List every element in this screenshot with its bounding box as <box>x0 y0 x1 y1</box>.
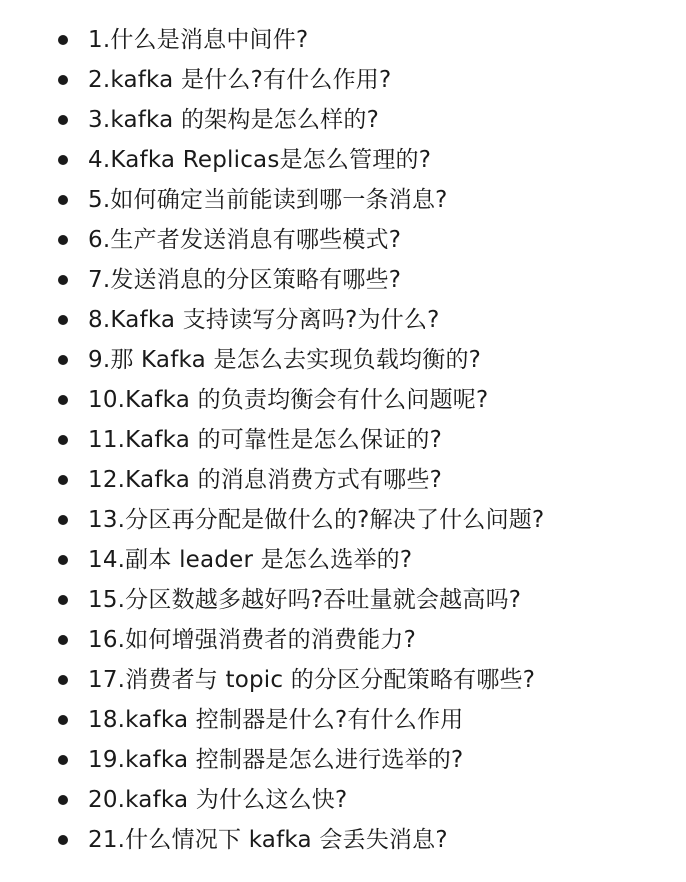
list-item <box>0 20 686 60</box>
list-item <box>0 220 686 260</box>
bullet-icon <box>58 755 68 765</box>
list-item <box>0 660 686 700</box>
list-item <box>0 780 686 820</box>
bullet-icon <box>58 355 68 365</box>
list-item <box>0 340 686 380</box>
question-text: 13.分区再分配是做什么的?解决了什么问题? <box>88 507 545 533</box>
question-list <box>0 20 686 860</box>
list-item <box>0 380 686 420</box>
question-text: 14.副本 leader 是怎么选举的? <box>88 547 413 573</box>
bullet-icon <box>58 315 68 325</box>
bullet-icon <box>58 275 68 285</box>
bullet-icon <box>58 555 68 565</box>
question-text: 10.Kafka 的负责均衡会有什么问题呢? <box>88 387 489 413</box>
list-item <box>0 180 686 220</box>
list-item <box>0 500 686 540</box>
bullet-icon <box>58 715 68 725</box>
question-text: 1.什么是消息中间件? <box>88 27 309 53</box>
list-item <box>0 60 686 100</box>
list-item <box>0 420 686 460</box>
question-text: 12.Kafka 的消息消费方式有哪些? <box>88 467 442 493</box>
bullet-icon <box>58 435 68 445</box>
list-item <box>0 260 686 300</box>
question-text: 8.Kafka 支持读写分离吗?为什么? <box>88 307 440 333</box>
bullet-icon <box>58 75 68 85</box>
bullet-icon <box>58 795 68 805</box>
question-text: 17.消费者与 topic 的分区分配策略有哪些? <box>88 667 536 693</box>
question-text: 19.kafka 控制器是怎么进行选举的? <box>88 747 464 773</box>
question-text: 2.kafka 是什么?有什么作用? <box>88 67 392 93</box>
list-item <box>0 580 686 620</box>
question-text: 3.kafka 的架构是怎么样的? <box>88 107 379 133</box>
list-item <box>0 700 686 740</box>
bullet-icon <box>58 35 68 45</box>
list-item <box>0 300 686 340</box>
question-text: 4.Kafka Replicas是怎么管理的? <box>88 147 432 173</box>
bullet-icon <box>58 635 68 645</box>
question-text: 7.发送消息的分区策略有哪些? <box>88 267 402 293</box>
bullet-icon <box>58 235 68 245</box>
question-text: 9.那 Kafka 是怎么去实现负载均衡的? <box>88 347 482 373</box>
question-text: 6.生产者发送消息有哪些模式? <box>88 227 402 253</box>
question-text: 21.什么情况下 kafka 会丢失消息? <box>88 827 448 853</box>
list-item <box>0 620 686 660</box>
list-item <box>0 820 686 860</box>
question-text: 20.kafka 为什么这么快? <box>88 787 348 813</box>
bullet-icon <box>58 835 68 845</box>
question-text: 15.分区数越多越好吗?吞吐量就会越高吗? <box>88 587 522 613</box>
bullet-icon <box>58 195 68 205</box>
bullet-icon <box>58 475 68 485</box>
list-item <box>0 140 686 180</box>
list-item <box>0 460 686 500</box>
bullet-icon <box>58 155 68 165</box>
bullet-icon <box>58 395 68 405</box>
question-text: 18.kafka 控制器是什么?有什么作用 <box>88 707 464 733</box>
list-item <box>0 740 686 780</box>
list-item <box>0 100 686 140</box>
bullet-icon <box>58 115 68 125</box>
bullet-icon <box>58 595 68 605</box>
bullet-icon <box>58 515 68 525</box>
question-text: 11.Kafka 的可靠性是怎么保证的? <box>88 427 442 453</box>
question-text: 16.如何增强消费者的消费能力? <box>88 627 416 653</box>
list-item <box>0 540 686 580</box>
question-text: 5.如何确定当前能读到哪一条消息? <box>88 187 448 213</box>
bullet-icon <box>58 675 68 685</box>
